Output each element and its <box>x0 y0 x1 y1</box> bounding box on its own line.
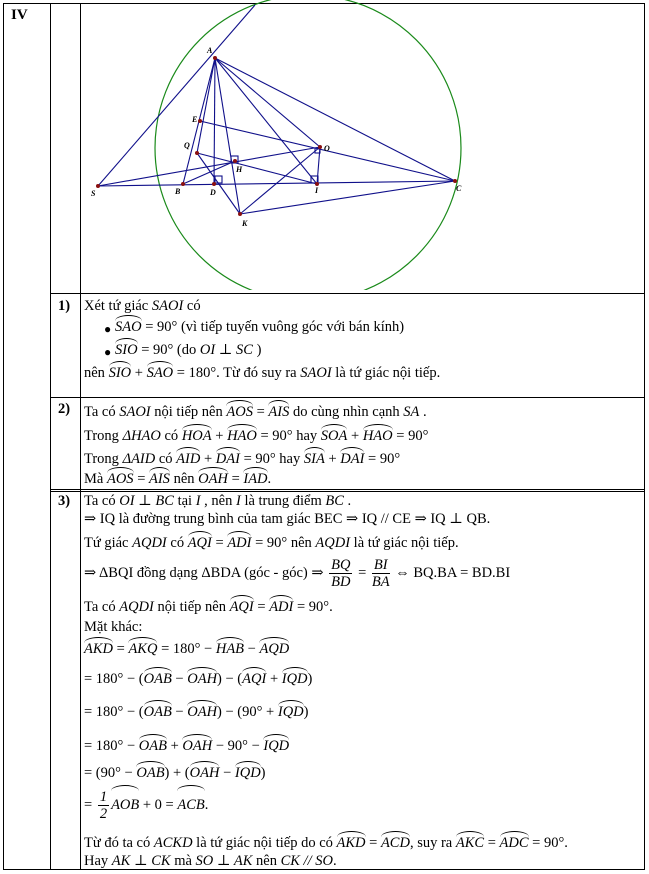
label-q: Q <box>184 141 190 150</box>
point-c <box>453 179 457 183</box>
point-e <box>198 119 202 123</box>
fraction-bq-bd: $\frac{BQ}{BD}$ <box>331 557 351 591</box>
text-line: Trong ΔAID có AID + DAI = 90° hay SIA + DAI = 90° <box>84 451 401 467</box>
text-line: ⇒ IQ là đường trung bình của tam giác BEC ⇒ IQ // CE ⇒ IQ ⊥ QB. <box>84 511 491 527</box>
point-h <box>233 159 237 163</box>
text-line: Từ đó ta có ACKD là tứ giác nội tiếp do có AKD = ACD, suy ra AKC = ADC = 90°. <box>84 835 568 851</box>
section-label: IV <box>11 7 28 23</box>
label-d: D <box>210 188 216 197</box>
line-ac <box>215 58 455 181</box>
label-b: B <box>175 187 181 196</box>
line-so <box>98 147 320 186</box>
text-line: Ta có AQDI nội tiếp nên AQI = ADI = 90°. <box>84 599 333 615</box>
point-k <box>238 212 242 216</box>
point-o <box>318 145 322 149</box>
label-o: O <box>324 144 330 153</box>
text-line: Hay AK ⊥ CK mà SO ⊥ AK nên CK // SO. <box>84 853 337 869</box>
line-ak <box>215 58 240 214</box>
label-i: I <box>315 186 319 195</box>
point-a <box>213 56 217 60</box>
line-ai <box>215 58 317 184</box>
label-a: A <box>207 46 213 55</box>
text-line: SIO = 90° (do OI ⊥ SC ) <box>115 342 262 358</box>
geometry-figure <box>0 0 649 290</box>
text-line: = (90° − OAB) + (OAH − IQD) <box>84 765 266 781</box>
label-h: H <box>236 165 243 174</box>
text-line: nên SIO + SAO = 180°. Từ đó suy ra SAOI là tứ giác nội tiếp. <box>84 365 441 381</box>
point-q <box>195 151 199 155</box>
line-kc <box>240 181 455 214</box>
line-ao <box>215 58 320 147</box>
text-line: SAO = 90° (vì tiếp tuyến vuông góc với bán kính) <box>115 319 405 335</box>
label-k: K <box>242 219 248 228</box>
text-line: Mặt khác: <box>84 619 143 635</box>
row-divider <box>50 397 644 398</box>
text-line: = 180° − OAB + OAH − 90° − IQD <box>84 738 290 754</box>
line-aq <box>197 58 215 153</box>
circle-o <box>155 0 461 290</box>
text-line: Ta có SAOI nội tiếp nên AOS = AIS do cùng nhìn cạnh SA . <box>84 404 427 420</box>
label-e: E <box>192 115 198 124</box>
text-line: ⇒ ΔBQI đồng dạng ΔBDA (góc - góc) ⇒ $\frac{BQ}{BD}$ = $\frac{BI}{BA}$ ⇔ BQ.BA = BD.BI <box>84 557 511 591</box>
fraction-one-half: $\frac{1}{2}$ <box>99 789 108 823</box>
bullet-icon: ● <box>104 345 112 359</box>
part-number: 3) <box>58 493 71 509</box>
part-number: 1) <box>58 298 71 314</box>
point-b <box>181 182 185 186</box>
fraction-bi-ba: $\frac{BI}{BA}$ <box>371 557 390 591</box>
label-s: S <box>91 189 96 198</box>
row-divider <box>50 293 644 294</box>
text-line: Mà AOS = AIS nên OAH = IAD. <box>84 471 272 487</box>
point-s <box>96 184 100 188</box>
part-number: 2) <box>58 401 71 417</box>
text-line: Ta có OI ⊥ BC tại I , nên I là trung điểm BC . <box>84 493 352 509</box>
text-line: = $\frac{1}{2}$ AOB + 0 = ACB. <box>84 789 209 823</box>
bullet-icon: ● <box>104 322 112 336</box>
text-line: Tứ giác AQDI có AQI = ADI = 90° nên AQDI là tứ giác nội tiếp. <box>84 535 459 551</box>
text-line: AKD = AKQ = 180° − HAB − AQD <box>84 641 290 657</box>
point-d <box>212 182 216 186</box>
text-line: = 180° − (OAB − OAH) − (90° + IQD) <box>84 704 309 720</box>
text-line: Xét tứ giác SAOI có <box>84 298 201 314</box>
line-bh <box>183 161 235 184</box>
text-line: Trong ΔHAO có HOA + HAO = 90° hay SOA + HAO = 90° <box>84 428 429 444</box>
text-line: = 180° − (OAB − OAH) − (AQI + IQD) <box>84 671 313 687</box>
label-c: C <box>456 184 462 193</box>
